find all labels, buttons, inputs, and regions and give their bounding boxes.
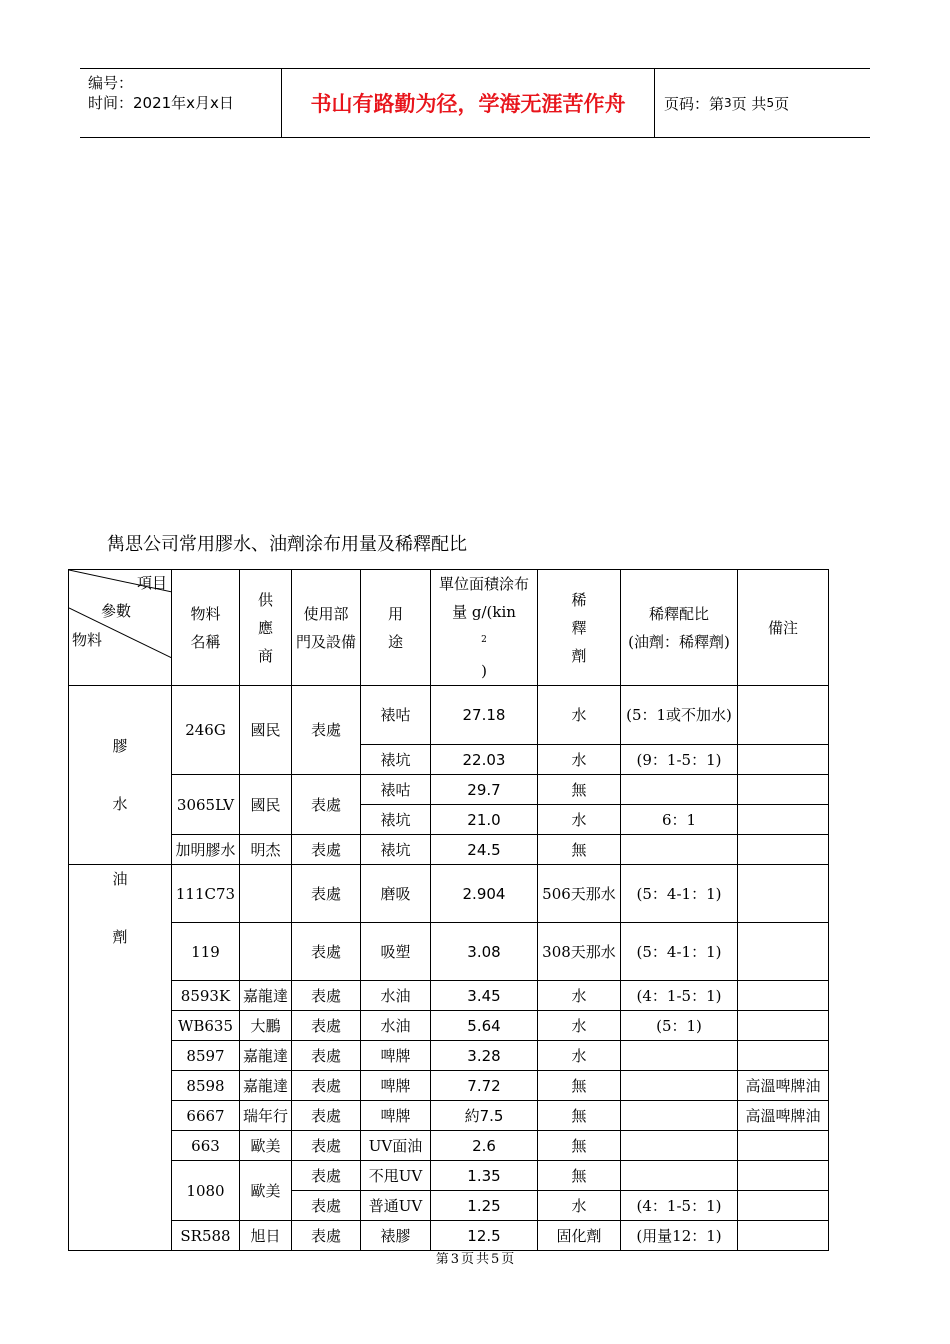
cell-amount: 7.72 (431, 1071, 538, 1101)
cell-note (738, 1161, 829, 1191)
cell-use: 吸塑 (361, 923, 431, 981)
cell-supplier: 歐美 (240, 1131, 292, 1161)
table-row (69, 1041, 829, 1071)
footer-text: 共 (476, 1252, 490, 1267)
cell-amount: 1.25 (431, 1191, 538, 1221)
cell-note (738, 1221, 829, 1251)
page-total: 5 (766, 96, 775, 110)
cell-use: 水油 (361, 981, 431, 1011)
cell-note (738, 835, 829, 865)
table-row (69, 1161, 829, 1191)
cell-amount: 12.5 (431, 1221, 538, 1251)
cell-use: 啤牌 (361, 1101, 431, 1131)
table-row (69, 835, 829, 865)
cell-use: UV面油 (361, 1131, 431, 1161)
cell-note (738, 745, 829, 775)
cell-ratio (621, 1041, 738, 1071)
cell-ratio: (5：1) (621, 1011, 738, 1041)
code-label: 编号： (88, 74, 134, 92)
cell-name: SR588 (172, 1221, 240, 1251)
footer-total: 5 (491, 1252, 500, 1267)
cell-name: WB635 (172, 1011, 240, 1041)
cell-amount: 27.18 (431, 686, 538, 745)
col-header-ratio: 稀釋配比 (油劑：稀釋劑) (621, 570, 738, 686)
cell-ratio: (5：1或不加水) (621, 686, 738, 745)
cell-ratio: 6：1 (621, 805, 738, 835)
corner-param: 參數 (101, 602, 132, 620)
cell-use: 水油 (361, 1011, 431, 1041)
page-mid: 页 共 (731, 94, 767, 113)
corner-item: 項目 (136, 574, 167, 592)
cell-diluent: 水 (538, 745, 621, 775)
cell-name: 3065LV (172, 775, 240, 835)
cell-note (738, 865, 829, 923)
cell-use: 裱咕 (361, 775, 431, 805)
footer-text: 页 (501, 1252, 515, 1267)
page-number: 3 (724, 96, 732, 110)
cell-dept: 表處 (292, 775, 361, 835)
document-title: 雋思公司常用膠水、油劑涂布用量及稀釋配比 (107, 534, 467, 555)
cell-name: 8593K (172, 981, 240, 1011)
cell-supplier: 國民 (240, 686, 292, 775)
table-row (69, 923, 829, 981)
cell-ratio (621, 775, 738, 805)
cell-supplier: 嘉龍達 (240, 981, 292, 1011)
cell-diluent: 水 (538, 1041, 621, 1071)
cell-diluent: 水 (538, 1191, 621, 1221)
cell-ratio (621, 1131, 738, 1161)
cell-dept: 表處 (292, 1071, 361, 1101)
cell-supplier: 嘉龍達 (240, 1071, 292, 1101)
cell-name: 111C73 (172, 865, 240, 923)
page-footer (0, 1248, 950, 1267)
cell-diluent: 固化劑 (538, 1221, 621, 1251)
cell-ratio (621, 835, 738, 865)
cell-diluent: 水 (538, 805, 621, 835)
table-header-row (69, 570, 829, 686)
col-header-diluent: 稀 釋 劑 (538, 570, 621, 686)
col-header-name: 物料 名稱 (172, 570, 240, 686)
cell-dept: 表處 (292, 1041, 361, 1071)
cell-dept: 表處 (292, 1011, 361, 1041)
corner-cell (69, 570, 172, 686)
table-row (69, 1101, 829, 1131)
cell-note (738, 775, 829, 805)
cell-dept: 表處 (292, 686, 361, 775)
cell-amount: 3.45 (431, 981, 538, 1011)
table-row (69, 1071, 829, 1101)
cell-name: 119 (172, 923, 240, 981)
cell-ratio: (4：1-5：1) (621, 1191, 738, 1221)
cell-amount: 約7.5 (431, 1101, 538, 1131)
footer-text: 第 (435, 1252, 449, 1267)
footer-text: 页 (460, 1252, 474, 1267)
table-row (69, 775, 829, 805)
cell-diluent: 308天那水 (538, 923, 621, 981)
cell-amount: 29.7 (431, 775, 538, 805)
cell-diluent: 無 (538, 775, 621, 805)
cell-dept: 表處 (292, 1161, 361, 1191)
cell-supplier: 旭日 (240, 1221, 292, 1251)
cell-ratio: (4：1-5：1) (621, 981, 738, 1011)
cell-use: 磨吸 (361, 865, 431, 923)
cell-diluent: 無 (538, 1071, 621, 1101)
time-label: 时间：2021年x月x日 (88, 94, 234, 112)
cell-note (738, 686, 829, 745)
cell-name: 加明膠水 (172, 835, 240, 865)
cell-note (738, 1041, 829, 1071)
cell-dept: 表處 (292, 981, 361, 1011)
cell-name: 246G (172, 686, 240, 775)
cell-name: 663 (172, 1131, 240, 1161)
cell-amount: 2.904 (431, 865, 538, 923)
cell-supplier: 瑞年行 (240, 1101, 292, 1131)
cell-name: 1080 (172, 1161, 240, 1221)
cell-use: 裱坑 (361, 745, 431, 775)
cell-ratio (621, 1071, 738, 1101)
cell-ratio: (5：4-1：1) (621, 865, 738, 923)
cell-use: 啤牌 (361, 1071, 431, 1101)
cell-diluent: 無 (538, 1101, 621, 1131)
cell-ratio: (9：1-5：1) (621, 745, 738, 775)
cell-amount: 3.28 (431, 1041, 538, 1071)
cell-use: 啤牌 (361, 1041, 431, 1071)
header-page-info (664, 69, 789, 137)
cell-use: 裱咕 (361, 686, 431, 745)
cell-amount: 22.03 (431, 745, 538, 775)
cell-amount: 5.64 (431, 1011, 538, 1041)
cell-note (738, 1131, 829, 1161)
cell-supplier (240, 865, 292, 923)
cell-diluent: 無 (538, 1161, 621, 1191)
dilution-table (68, 569, 829, 1251)
col-header-use: 用 途 (361, 570, 431, 686)
col-header-supplier: 供 應 商 (240, 570, 292, 686)
cell-ratio (621, 1101, 738, 1131)
cell-dept: 表處 (292, 835, 361, 865)
cell-dept: 表處 (292, 1191, 361, 1221)
page-header (80, 68, 870, 138)
cell-amount: 2.6 (431, 1131, 538, 1161)
cell-note: 高溫啤牌油 (738, 1101, 829, 1131)
cell-use: 裱坑 (361, 805, 431, 835)
cell-ratio: (5：4-1：1) (621, 923, 738, 981)
header-motto: 书山有路勤为径，学海无涯苦作舟 (281, 69, 655, 137)
cell-use: 不甩UV (361, 1161, 431, 1191)
cell-supplier: 大鵬 (240, 1011, 292, 1041)
cell-diluent: 無 (538, 1131, 621, 1161)
category-glue: 膠 水 (69, 686, 172, 865)
cell-name: 6667 (172, 1101, 240, 1131)
cell-ratio: (用量12：1) (621, 1221, 738, 1251)
cell-note (738, 1191, 829, 1221)
cell-diluent: 506天那水 (538, 865, 621, 923)
cell-diluent: 水 (538, 1011, 621, 1041)
cell-note (738, 1011, 829, 1041)
table-row (69, 865, 829, 923)
corner-material: 物料 (72, 631, 103, 649)
table-row (69, 686, 829, 745)
cell-amount: 21.0 (431, 805, 538, 835)
category-oil: 油 劑 (69, 865, 172, 1251)
cell-ratio (621, 1161, 738, 1191)
cell-dept: 表處 (292, 865, 361, 923)
cell-diluent: 無 (538, 835, 621, 865)
cell-supplier: 嘉龍達 (240, 1041, 292, 1071)
cell-note (738, 981, 829, 1011)
cell-diluent: 水 (538, 686, 621, 745)
cell-name: 8597 (172, 1041, 240, 1071)
cell-amount: 3.08 (431, 923, 538, 981)
cell-supplier (240, 923, 292, 981)
table-row (69, 1011, 829, 1041)
cell-dept: 表處 (292, 1221, 361, 1251)
page-label: 页码：第 (664, 94, 725, 113)
cell-dept: 表處 (292, 1131, 361, 1161)
col-header-note: 備注 (738, 570, 829, 686)
cell-amount: 24.5 (431, 835, 538, 865)
cell-dept: 表處 (292, 923, 361, 981)
cell-name: 8598 (172, 1071, 240, 1101)
cell-amount: 1.35 (431, 1161, 538, 1191)
footer-page: 3 (450, 1252, 459, 1267)
cell-note (738, 805, 829, 835)
cell-diluent: 水 (538, 981, 621, 1011)
cell-note: 高溫啤牌油 (738, 1071, 829, 1101)
table-row (69, 981, 829, 1011)
cell-use: 裱膠 (361, 1221, 431, 1251)
table-row (69, 1131, 829, 1161)
cell-supplier: 國民 (240, 775, 292, 835)
table-row (69, 1221, 829, 1251)
cell-dept: 表處 (292, 1101, 361, 1131)
col-header-dept: 使用部 門及設備 (292, 570, 361, 686)
cell-use: 裱坑 (361, 835, 431, 865)
cell-use: 普通UV (361, 1191, 431, 1221)
header-left (88, 73, 234, 113)
cell-note (738, 923, 829, 981)
cell-supplier: 歐美 (240, 1161, 292, 1221)
page-end: 页 (774, 94, 790, 113)
cell-supplier: 明杰 (240, 835, 292, 865)
col-header-amount: 單位面積涂布 量 g/(kin $^2$ ) (431, 570, 538, 686)
